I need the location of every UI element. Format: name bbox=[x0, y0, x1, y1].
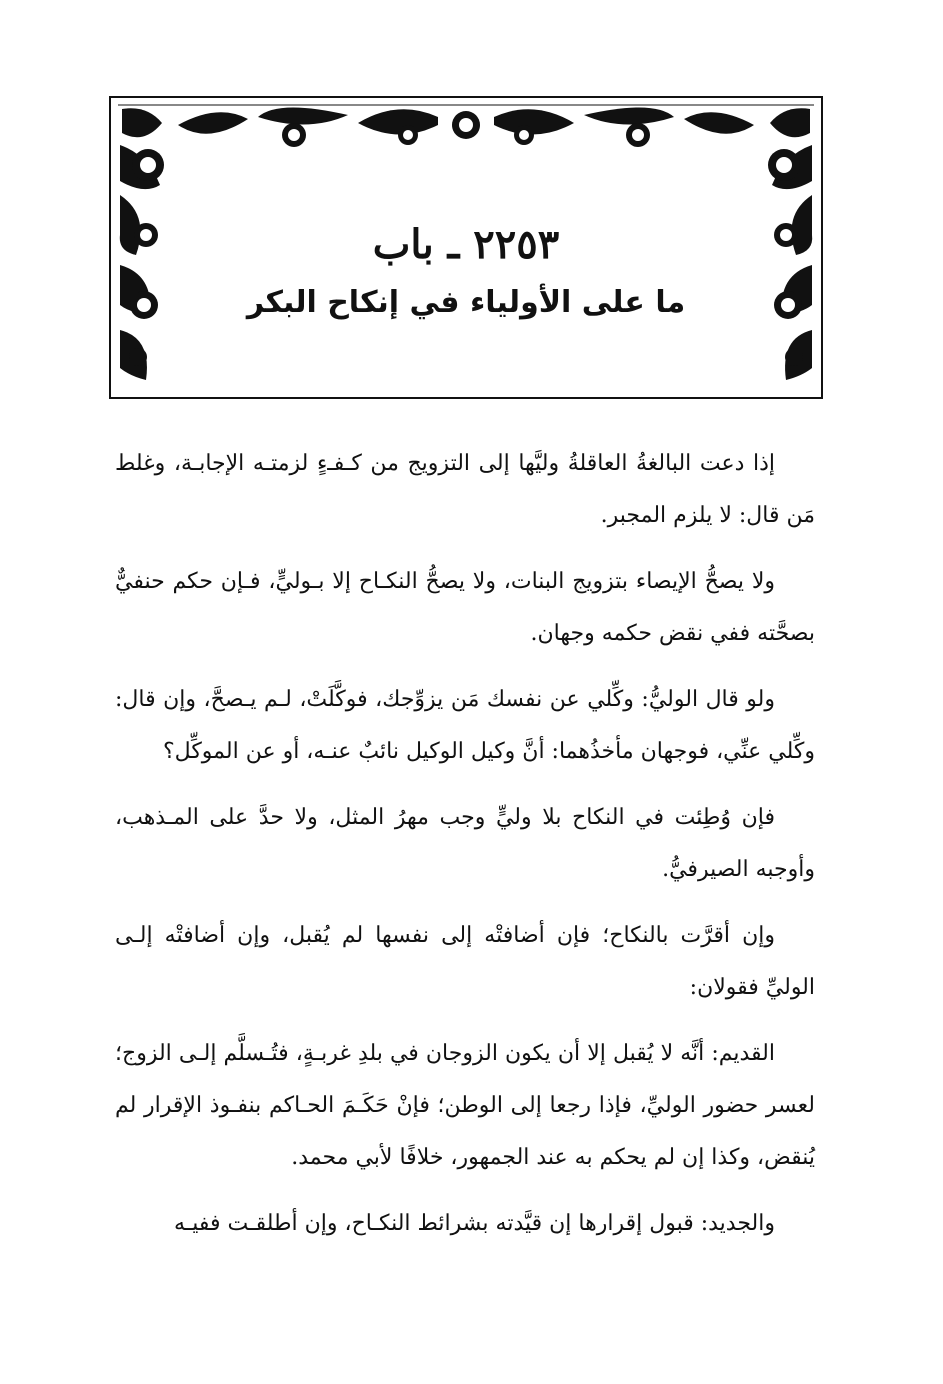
paragraph: ولو قال الوليُّ: وكِّلي عن نفسك مَن يزوِّجك، فوكَّلَتْ، لـم يـصحَّ، وإن قال: وكِّلي عنِّي، فوجهان مأخذُهما: أنَّ وكيل الوكيل نائبٌ عنـه، أو عن الموكِّل؟ bbox=[115, 687, 815, 764]
body-text bbox=[115, 438, 815, 1264]
chapter-label: ٢٢٥٣ ـ باب bbox=[372, 221, 560, 268]
chapter-title: ما على الأولياء في إنكاح البكر bbox=[246, 285, 686, 320]
paragraph: إذا دعت البالغةُ العاقلةُ وليَّها إلى التزويج من كـفـءٍ لزمتـه الإجابـة، وغلط مَن قال: لا يلزم المجبر. bbox=[115, 451, 815, 528]
chapter-heading bbox=[108, 215, 824, 320]
paragraph: والجديد: قبول إقرارها إن قيَّدته بشرائط النكـاح، وإن أطلقـت ففيـه bbox=[174, 1211, 775, 1236]
paragraph: فإن وُطِئت في النكاح بلا وليٍّ وجب مهرُ المثل، ولا حدَّ على المـذهب، وأوجبه الصيرفيُّ. bbox=[115, 805, 815, 882]
paragraph: وإن أقرَّت بالنكاح؛ فإن أضافتْه إلى نفسها لم يُقبل، وإن أضافتْه إلـى الوليِّ فقولان: bbox=[115, 923, 815, 1000]
paragraph: القديم: أنَّه لا يُقبل إلا أن يكون الزوجان في بلدِ غربـةٍ، فتُـسلَّم إلـى الزوج؛ لعسر حضور الوليِّ، فإذا رجعا إلى الوطن؛ فإنْ حَكَـمَ الحـاكم بنفـوذ الإقرار لم يُنقض، وكذا إن لم يحكم به عند الجمهور، خلافًا لأبي محمد. bbox=[115, 1041, 815, 1170]
paragraph: ولا يصحُّ الإيصاء بتزويج البنات، ولا يصحُّ النكـاح إلا بـوليٍّ، فـإن حكم حنفيٌّ بصحَّته ففي نقض حكمه وجهان. bbox=[115, 569, 815, 646]
